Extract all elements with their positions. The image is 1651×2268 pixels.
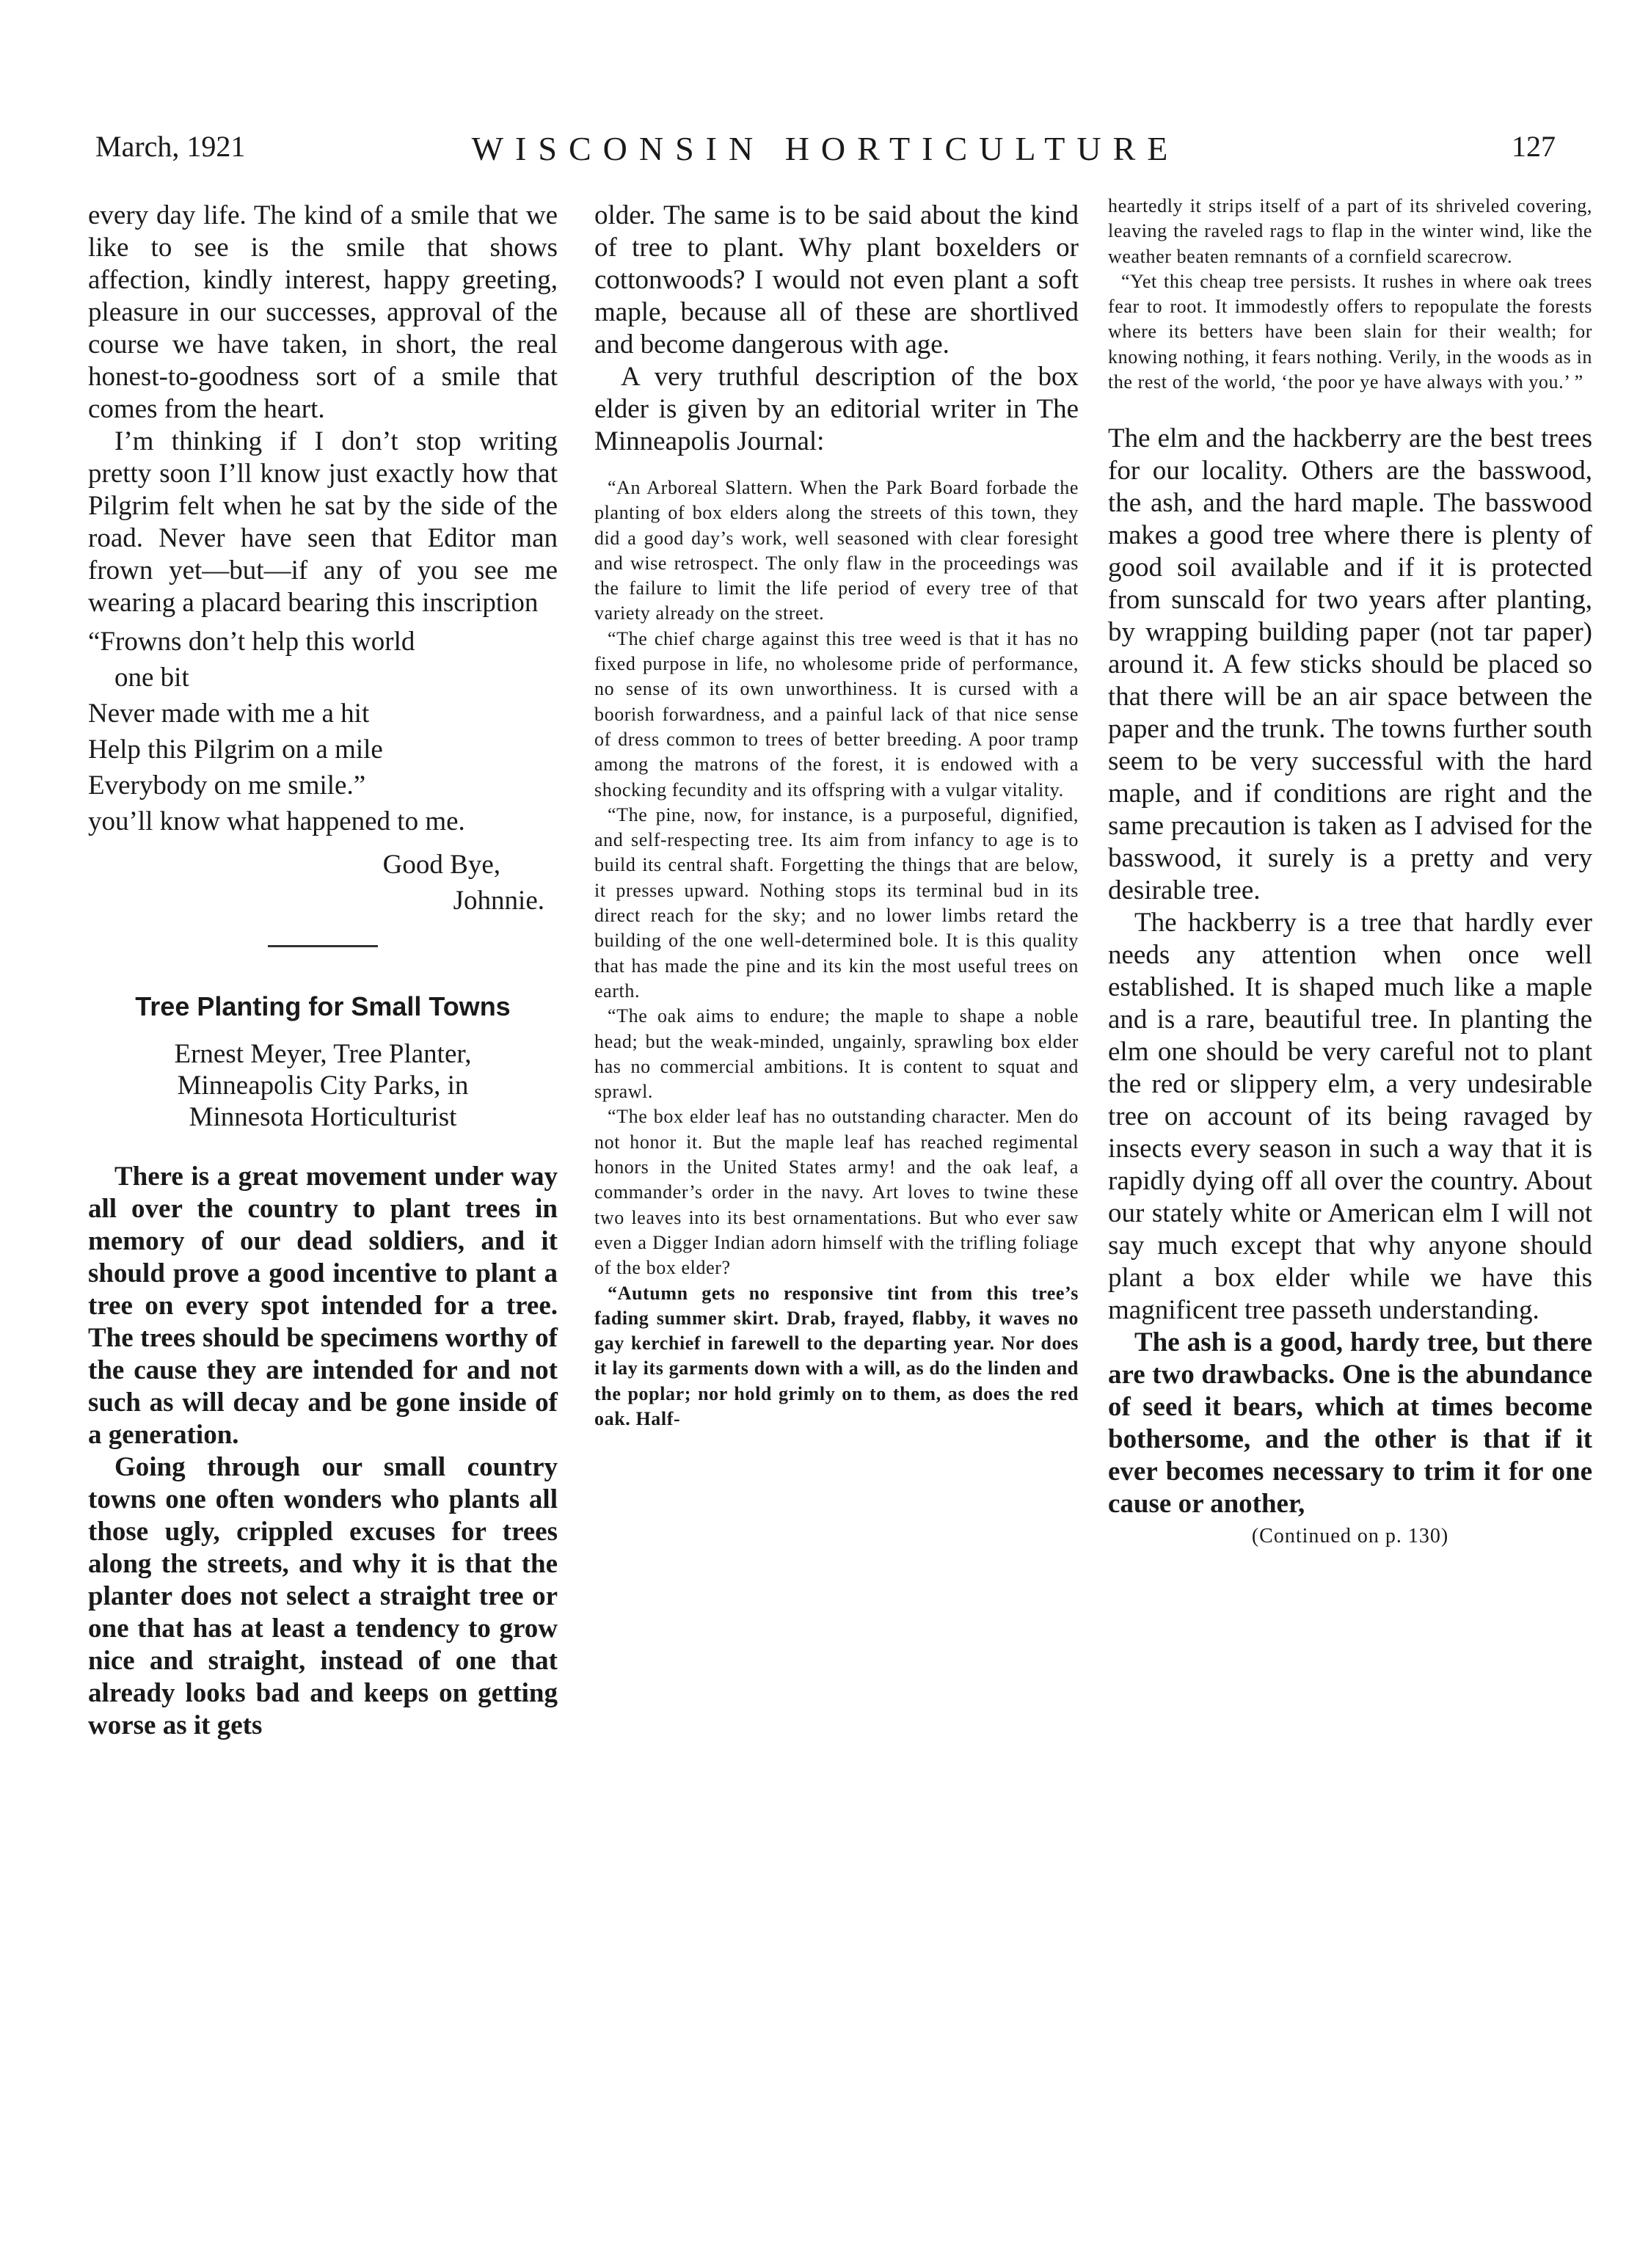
poem-line: Never made with me a hit	[88, 699, 370, 729]
article-byline: Ernest Meyer, Tree Planter, Minneapolis City Parks, in Minnesota Horticulturist	[174, 1039, 472, 1132]
quoted-paragraph: “The oak aims to endure; the maple to shape a noble head; but the weak-minded, ungainly, sprawling box elder has no commercial ambitions. It is content to squat and sprawl.	[594, 1005, 1079, 1103]
quoted-paragraph: “An Arboreal Slattern. When the Park Board forbade the planting of box elders along the streets of this town, they did a good day’s work, well seasoned with clear foresight and wise retrospect. The only flaw in the proceedings was the failure to limit the life period of every tree of that variety already on the street.	[594, 477, 1079, 624]
issue-date: March, 1921	[95, 130, 246, 163]
paragraph: A very truthful description of the box elder is given by an editorial writer in The Minneapolis Journal:	[594, 362, 1079, 456]
section-divider	[268, 945, 378, 947]
paragraph: older. The same is to be said about the kind of tree to plant. Why plant boxelders or cottonwoods? I would not even plant a soft maple, because all of these are shortlived and become dangerous with age.	[594, 200, 1079, 360]
poem-line: Help this Pilgrim on a mile	[88, 734, 383, 765]
paragraph: The hackberry is a tree that hardly ever needs any attention when once well established. It is shaped much like a maple and is a rare, beautiful tree. In planting the elm one should be very careful not to plant the red or slippery elm, a very undesirable tree on account of its being ravaged by insects every season in such a way that it is rapidly dying off all over the country. About our stately white or American elm I will not say much except that why anyone should plant a box elder while we have this magnificent tree passeth understanding.	[1108, 908, 1592, 1326]
continued-note: (Continued on p. 130)	[1251, 1525, 1449, 1548]
running-header	[95, 129, 1556, 173]
paragraph: The elm and the hackberry are the best trees for our locality. Others are the basswood, the ash, and the hard maple. The basswood makes a good tree where there is plenty of good soil available and if it is protected from sunscald for two years after planting, by wrapping building paper (not tar paper) around it. A few sticks should be placed so that there will be an air space between the paper and the trunk. The towns further south seem to be very successful with the hard maple, and if conditions are right and the same precaution is taken as I advised for the basswood, it surely is a pretty and very desirable tree.	[1108, 423, 1592, 906]
paragraph: There is a great movement under way all over the country to plant trees in memory of our dead soldiers, and it should prove a good incentive to plant a tree on every spot intended for a tree. The trees should be specimens worthy of the cause they are intended for and not such as will decay and be gone inside of a generation.	[88, 1162, 558, 1450]
quoted-paragraph: “The chief charge against this tree weed is that it has no fixed purpose in life, no wholesome pride of performance, no sense of its own unworthiness. It is cursed with a boorish forwardness, and a painful lack of that nice sense of dress common to trees of better breeding. A poor tramp among the matrons of the forest, it is endowed with a shocking fecundity and its offspring with a vulgar vitality.	[594, 627, 1079, 801]
signoff-author: Johnnie.	[453, 886, 544, 916]
signoff	[88, 847, 558, 919]
poem-line: you’ll know what happened to me.	[88, 806, 465, 836]
quoted-paragraph: “Yet this cheap tree persists. It rushes in where oak trees fear to root. It immodestly offers to repopulate the forests where its betters have been slain for their wealth; for knowing nothing, it fears nothing. Verily, in the woods as in the rest of the world, ‘the poor ye have always with you.’ ”	[1108, 270, 1592, 393]
page-number: 127	[1512, 130, 1556, 163]
quoted-paragraph: “The pine, now, for instance, is a purposeful, dignified, and self-respecting tree. Its aim from infancy to age is to build its central shaft. Forgetting the things that are below, it presses upward. Nothing stops its terminal bud in its direct reach for the sky; and no lower limbs retard the building of the one well-determined bole. It is this quality that has made the pine and its kin the most useful trees on earth.	[594, 803, 1079, 1002]
signoff-line: Good Bye,	[382, 850, 500, 880]
poem-line: one bit	[114, 663, 189, 693]
paragraph: The ash is a good, hardy tree, but there are two drawbacks. One is the abundance of seed it bears, which at times become bothersome, and the other is that if it ever becomes necessary to trim it for one cause or another,	[1108, 1327, 1592, 1520]
quoted-paragraph: “Autumn gets no responsive tint from this tree’s fading summer skirt. Drab, frayed, flabby, it waves no gay kerchief in farewell to the departing year. Nor does it lay its garments down with a will, as do the linden and the poplar; nor hold grimly on to them, as does the red oak. Half-	[594, 1282, 1079, 1429]
journal-title: WISCONSIN HORTICULTURE	[471, 130, 1180, 167]
paragraph: Going through our small country towns one often wonders who plants all those ugly, crippled excuses for trees along the streets, and why it is that the planter does not select a straight tree or one that has at least a tendency to grow nice and straight, instead of one that already looks bad and keeps on getting worse as it gets	[88, 1452, 558, 1740]
paragraph: I’m thinking if I don’t stop writing pretty soon I’ll know just exactly how that Pilgrim felt when he sat by the side of the road. Never have seen that Editor man frown yet—but—if any of you see me wearing a placard bearing this inscription	[88, 426, 558, 618]
column-1	[88, 200, 558, 1742]
article-title: Tree Planting for Small Towns	[135, 991, 511, 1021]
poem-line: “Frowns don’t help this world	[88, 627, 415, 657]
poem	[88, 624, 558, 839]
poem-line: Everybody on me smile.”	[88, 770, 366, 801]
quoted-paragraph: heartedly it strips itself of a part of its shriveled covering, leaving the raveled rags to flap in the winter wind, like the weather beaten remnants of a cornfield scarecrow.	[1108, 195, 1592, 267]
column-3	[1108, 194, 1592, 1548]
column-2	[594, 200, 1079, 1432]
quoted-paragraph: “The box elder leaf has no outstanding character. Men do not honor it. But the maple leaf has reached regimental honors in the United States army! and the oak leaf, a commander’s order in the navy. Art loves to twine these two leaves into its best ornamentations. But who ever saw even a Digger Indian adorn himself with the trifling foliage of the box elder?	[594, 1106, 1079, 1279]
paragraph: every day life. The kind of a smile that we like to see is the smile that shows affection, kindly interest, happy greeting, pleasure in our successes, approval of the course we have taken, in short, the real honest-to-goodness sort of a smile that comes from the heart.	[88, 200, 558, 424]
